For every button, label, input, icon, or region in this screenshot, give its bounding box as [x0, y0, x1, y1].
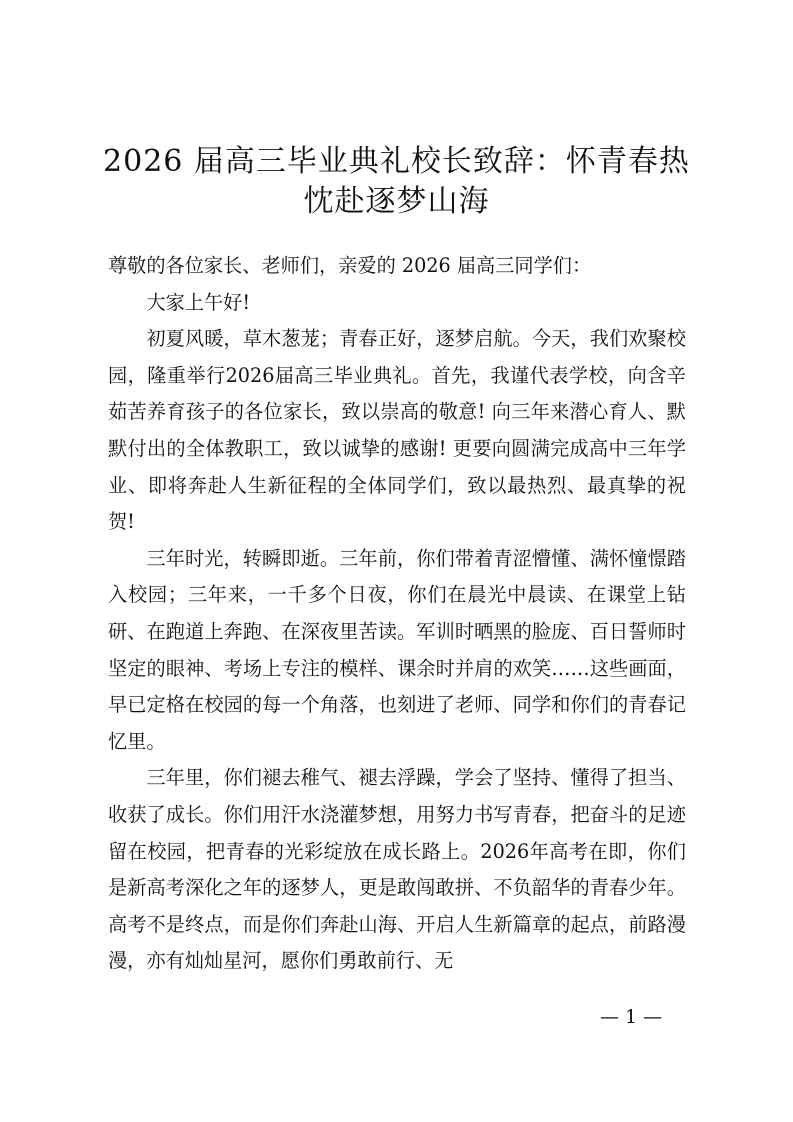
paragraph-opening: 初夏风暖，草木葱茏；青春正好，逐梦启航。今天，我们欢聚校园，隆重举行2026届高三毕业典礼。首先，我谨代表学校，向含辛茹苦养育孩子的各位家长，致以崇高的敬意! 向三年来潜心育人、默默付出的全体教职工，致以诚挚的感谢! 更要向圆满完成高中三年学业、即将奔赴人生新征程的全体同学们，致以最热烈、最真挚的祝贺!: [108, 327, 686, 534]
document-title: [90, 142, 703, 222]
title-line-1: 2026 届高三毕业典礼校长致辞：怀青春热: [103, 144, 690, 179]
document-body: [108, 248, 686, 980]
paragraph-greeting: 大家上午好!: [146, 290, 251, 314]
salutation: 尊敬的各位家长、老师们，亲爱的 2026 届高三同学们：: [108, 254, 592, 277]
paragraph-memories: 三年时光，转瞬即逝。三年前，你们带着青涩懵懂、满怀憧憬踏入校园；三年来，一千多个日夜，你们在晨光中晨读、在课堂上钻研、在跑道上奔跑、在深夜里苦读。军训时晒黑的脸庞、百日誓师时坚定的眼神、考场上专注的模样、课余时并肩的欢笑……这些画面，早已定格在校园的每一个角落，也刻进了老师、同学和你们的青春记忆里。: [108, 546, 686, 753]
page-number: — 1 —: [600, 1006, 663, 1028]
title-line-2: 忱赴逐梦山海: [303, 184, 490, 219]
paragraph-growth: 三年里，你们褪去稚气、褪去浮躁，学会了坚持、懂得了担当、收获了成长。你们用汗水浇灌梦想，用努力书写青春，把奋斗的足迹留在校园，把青春的光彩绽放在成长路上。2026年高考在即，你们是新高考深化之年的逐梦人，更是敢闯敢拼、不负韶华的青春少年。高考不是终点，而是你们奔赴山海、开启人生新篇章的起点，前路漫漫，亦有灿灿星河，愿你们勇敢前行、无: [108, 766, 686, 973]
